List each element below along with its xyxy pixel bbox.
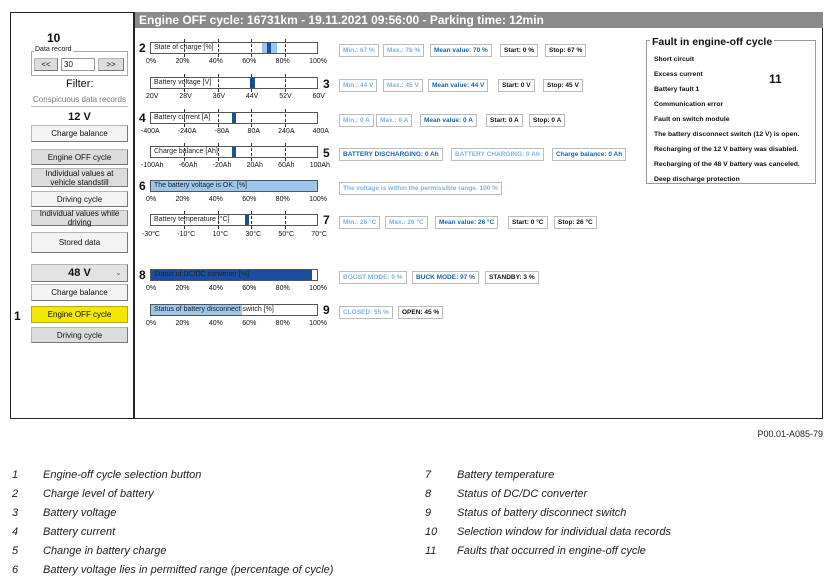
boost-mode-value: BOOST MODE: 0 % <box>339 271 407 284</box>
temperature-min-value: Min.: 26 °C <box>339 216 380 229</box>
battery-voltage-gauge <box>150 77 318 89</box>
tick-label: 20Ah <box>246 162 263 169</box>
charge-axis <box>141 162 330 169</box>
current-start-value: Start: 0 A <box>486 114 523 127</box>
battery-temperature-gauge <box>150 214 318 226</box>
soc-max-value: Max.: 76 % <box>383 44 424 57</box>
tick-label: 20% <box>175 58 190 65</box>
soc-mean-marker <box>267 43 271 53</box>
callout-7: 7 <box>323 213 330 227</box>
driving-cycle-12v-button[interactable]: Driving cycle <box>31 191 128 207</box>
tick-label: 20% <box>175 320 190 327</box>
temperature-start-value: Start: 0 °C <box>508 216 548 229</box>
tick-label: 400A <box>312 128 329 135</box>
fault-item: Short circuit <box>654 56 695 63</box>
tick-label: 0% <box>146 320 157 327</box>
callout-1: 1 <box>14 309 21 323</box>
switch-open-value: OPEN: 45 % <box>398 306 443 319</box>
temperature-stop-value: Stop: 26 °C <box>554 216 597 229</box>
tick-label: -30°C <box>142 231 160 238</box>
temperature-axis <box>142 231 327 238</box>
charge-balance-12v-button[interactable]: Charge balance <box>31 125 128 142</box>
buck-mode-value: BUCK MODE: 97 % <box>412 271 479 284</box>
tick-label: 60% <box>242 58 257 65</box>
tick-label: 0% <box>146 196 157 203</box>
tick-label: 60% <box>242 196 257 203</box>
dcdc-converter-label: Status of DC/DC converter [%] <box>154 271 249 278</box>
legend-text: Engine-off cycle selection button <box>43 469 202 481</box>
sidebar-separator <box>133 12 135 419</box>
dcdc-axis <box>146 285 327 292</box>
voltage-ok-text: The voltage is within the permissible range. 100 % <box>339 182 502 195</box>
tick-label: 40% <box>208 196 223 203</box>
legend-number: 2 <box>12 488 19 500</box>
tick-label: 80A <box>247 128 261 135</box>
legend-text: Charge level of battery <box>43 488 154 500</box>
soc-min-value: Min.: 67 % <box>339 44 379 57</box>
legend-text: Status of battery disconnect switch <box>457 507 627 519</box>
legend-text: Selection window for individual data records <box>457 526 672 538</box>
tick-label: 36V <box>212 93 226 100</box>
tick-label: -10°C <box>177 231 196 238</box>
page-title: Engine OFF cycle: 16731km - 19.11.2021 09:56:00 - Parking time: 12min <box>135 12 823 28</box>
tick-label: 100% <box>309 58 327 65</box>
tick-label: 50°C <box>278 231 295 238</box>
driving-cycle-48v-button[interactable]: Driving cycle <box>31 327 128 343</box>
tick-label: 60% <box>242 320 257 327</box>
voltage-min-value: Min.: 44 V <box>339 79 377 92</box>
battery-current-gauge <box>150 112 318 124</box>
individual-values-driving-button[interactable]: Individual values while driving <box>31 210 128 226</box>
legend-text: Battery current <box>43 526 116 538</box>
voltage-ok-axis <box>146 196 327 203</box>
tick-label: 52V <box>279 93 292 100</box>
battery-temperature-label: Battery temperature [°C] <box>154 216 230 223</box>
legend-text: Battery voltage lies in permitted range (percentage of cycle) <box>43 564 334 576</box>
switch-closed-value: CLOSED: 55 % <box>339 306 393 319</box>
fault-item: Communication error <box>654 101 724 108</box>
callout-6: 6 <box>139 179 146 193</box>
tick-label: 44V <box>245 93 259 100</box>
tick-label: 20% <box>175 285 190 292</box>
tick-label: 60Ah <box>278 162 295 169</box>
fault-item: Deep discharge protection <box>654 176 740 183</box>
soc-start-value: Start: 0 % <box>500 44 538 57</box>
legend-number: 5 <box>12 545 19 557</box>
fault-item: Recharging of the 12 V battery was disabled. <box>654 146 799 153</box>
tick-label: 60V <box>312 93 325 100</box>
disconnect-switch-gauge <box>150 304 318 316</box>
tick-label: 0% <box>146 58 157 65</box>
conspicuous-data-records-button[interactable]: Conspicuous data records <box>31 92 128 107</box>
charge-balance-value: Charge balance: 0 Ah <box>552 148 626 161</box>
callout-11: 11 <box>769 72 782 86</box>
state-of-charge-label: State of charge [%] <box>154 44 214 51</box>
battery-current-label: Battery current [A] <box>154 114 211 121</box>
tick-label: 40% <box>208 320 223 327</box>
tick-label: -60Ah <box>178 162 198 169</box>
tick-label: -80A <box>214 128 230 135</box>
callout-5: 5 <box>323 146 330 160</box>
callout-8: 8 <box>139 268 146 282</box>
temperature-mean-value: Mean value: 26 °C <box>435 216 498 229</box>
disconnect-axis <box>146 320 327 327</box>
stored-data-button[interactable]: Stored data <box>31 232 128 253</box>
callout-9: 9 <box>323 303 330 317</box>
standby-value: STANDBY: 3 % <box>485 271 539 284</box>
charge-marker <box>232 147 236 157</box>
voltage-max-value: Max.: 45 V <box>383 79 423 92</box>
battery-charging-value: BATTERY CHARGING: 0 Ah <box>451 148 544 161</box>
voltage-axis <box>146 93 325 100</box>
legend-number: 8 <box>425 488 432 500</box>
voltage-ok-label: The battery voltage is OK. [%] <box>154 182 247 189</box>
fault-panel-title: Fault in engine-off cycle <box>652 36 773 48</box>
tick-label: 100% <box>309 196 327 203</box>
engine-off-cycle-12v-button[interactable]: Engine OFF cycle <box>31 149 128 165</box>
tick-label: 80% <box>275 196 290 203</box>
voltage-start-value: Start: 0 V <box>498 79 535 92</box>
charge-balance-label: Charge balance [Ah] <box>154 148 218 155</box>
tick-label: -100Ah <box>141 162 164 169</box>
callout-10: 10 <box>47 31 61 45</box>
legend-number: 11 <box>425 545 437 557</box>
current-max-value: Max.: 0 A <box>376 114 412 127</box>
battery-discharging-value: BATTERY DISCHARGING: 0 Ah <box>339 148 443 161</box>
tick-label: 80% <box>275 58 290 65</box>
legend-text: Battery temperature <box>457 469 555 481</box>
battery-voltage-label: Battery voltage [V] <box>154 79 212 86</box>
callout-2: 2 <box>139 41 146 55</box>
legend-text: Faults that occurred in engine-off cycle <box>457 545 646 557</box>
current-axis <box>141 128 329 135</box>
fault-item: Fault on switch module <box>654 116 730 123</box>
tick-label: -20Ah <box>212 162 232 169</box>
soc-axis <box>146 58 327 65</box>
next-record-button[interactable]: >> <box>98 58 124 71</box>
tick-label: 100Ah <box>309 162 330 169</box>
charge-balance-48v-button[interactable]: Charge balance <box>31 284 128 301</box>
tick-label: -240A <box>177 128 197 135</box>
tick-label: 20% <box>175 196 190 203</box>
legend-text: Battery voltage <box>43 507 117 519</box>
dcdc-converter-gauge <box>150 269 318 281</box>
current-marker <box>232 113 236 123</box>
legend-number: 1 <box>12 469 19 481</box>
callout-3: 3 <box>323 77 330 91</box>
individual-values-standstill-button[interactable]: Individual values at vehicle standstill <box>31 168 128 187</box>
tick-label: 100% <box>309 320 327 327</box>
tick-label: 40% <box>208 58 223 65</box>
tick-label: 70°C <box>311 231 327 238</box>
fault-item: The battery disconnect switch (12 V) is open. <box>654 131 800 138</box>
legend-text: Change in battery charge <box>43 545 167 557</box>
tick-label: 80% <box>275 285 290 292</box>
voltage-stop-value: Stop: 45 V <box>543 79 583 92</box>
temperature-marker <box>245 215 249 225</box>
current-min-value: Min.: 0 A <box>339 114 374 127</box>
prev-record-button[interactable]: << <box>34 58 58 71</box>
legend-number: 6 <box>12 564 19 576</box>
soc-mean-value: Mean value: 70 % <box>430 44 492 57</box>
section-12v-label: 12 V <box>68 111 91 123</box>
legend-text: Status of DC/DC converter <box>457 488 588 500</box>
voltage-ok-gauge <box>150 180 318 192</box>
chevron-down-icon: ⌄ <box>115 268 122 277</box>
tick-label: 20V <box>146 93 159 100</box>
tick-label: 100% <box>309 285 327 292</box>
legend-number: 9 <box>425 507 432 519</box>
legend-number: 10 <box>425 526 438 538</box>
engine-off-cycle-48v-button[interactable]: Engine OFF cycle <box>31 306 128 323</box>
voltage-system-select[interactable] <box>31 264 128 282</box>
record-number-field[interactable]: 30 <box>61 58 95 71</box>
soc-stop-value: Stop: 67 % <box>545 44 586 57</box>
tick-label: 40% <box>208 285 223 292</box>
fault-item: Battery fault 1 <box>654 86 700 93</box>
tick-label: 10°C <box>212 231 229 238</box>
charge-balance-gauge <box>150 146 318 158</box>
temperature-max-value: Max.: 26 °C <box>385 216 428 229</box>
state-of-charge-gauge <box>150 42 318 54</box>
tick-label: 60% <box>242 285 257 292</box>
voltage-system-value: 48 V <box>68 266 91 279</box>
legend-number: 4 <box>12 526 19 538</box>
callout-4: 4 <box>139 111 146 125</box>
current-stop-value: Stop: 0 A <box>529 114 565 127</box>
tick-label: 240A <box>278 128 295 135</box>
figure-code: P00.01-A085-79 <box>757 429 823 439</box>
voltage-mean-value: Mean value: 44 V <box>428 79 488 92</box>
legend-number: 3 <box>12 507 19 519</box>
disconnect-switch-label: Status of battery disconnect switch [%] <box>154 306 274 313</box>
fault-item: Recharging of the 48 V battery was canceled. <box>654 161 800 168</box>
tick-label: 0% <box>146 285 157 292</box>
filter-label: Filter: <box>66 78 94 90</box>
tick-label: 28V <box>179 93 192 100</box>
tick-label: -400A <box>141 128 160 135</box>
tick-label: 30°C <box>245 231 262 238</box>
tick-label: 80% <box>275 320 290 327</box>
data-record-label: Data record <box>35 46 72 53</box>
legend-number: 7 <box>425 469 432 481</box>
current-mean-value: Mean value: 0 A <box>420 114 477 127</box>
fault-item: Excess current <box>654 71 703 78</box>
